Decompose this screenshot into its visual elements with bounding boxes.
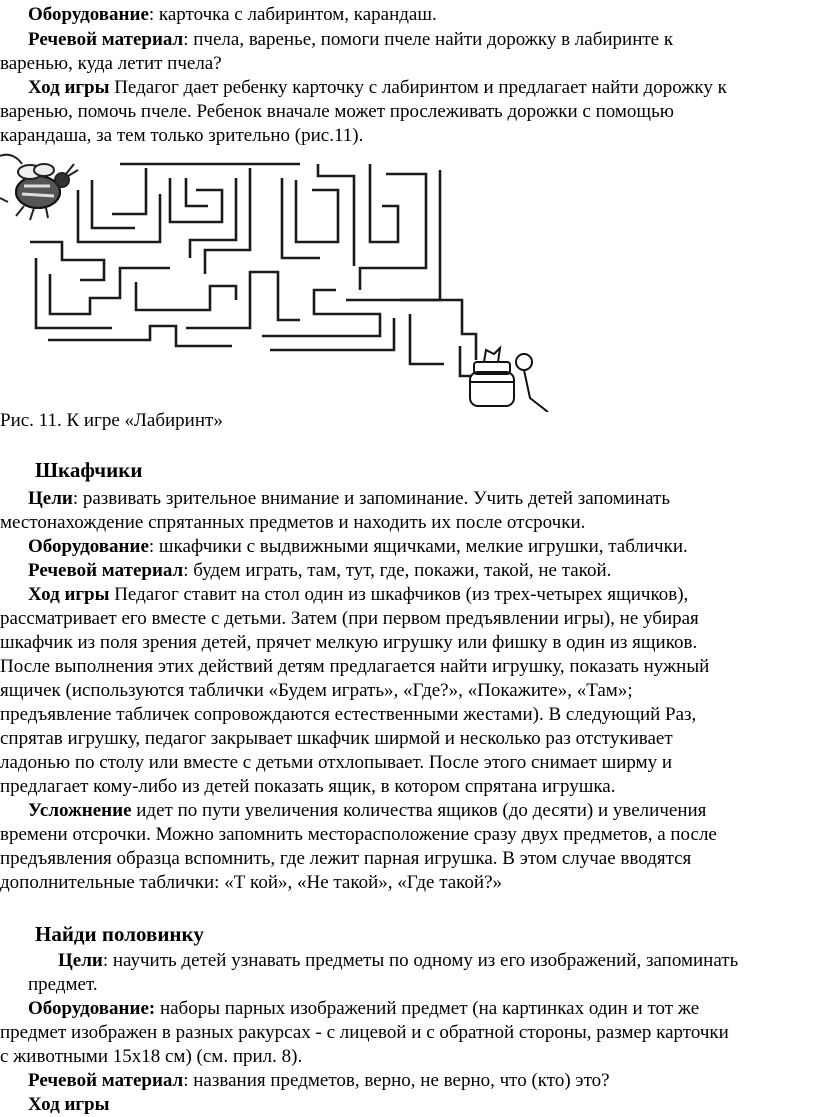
game-course-line-5: ящичек (используются таблички «Будем играть», «Где?», «Покажите», «Там»; [0,680,633,701]
game-course-line [28,76,727,100]
game-course-line-2: рассматривает его вместе с детьми. Затем (при первом предъявлении игры), не убирая [0,608,699,629]
goals-line [28,487,670,511]
game-course-line-3: карандаша, за тем только зрительно (рис.11). [0,125,364,146]
speech-material-line [28,559,611,583]
section-title-naidi-polovinku: Найди половинку [35,922,204,946]
equipment-line-3: с животными 15х18 см) (см. прил. 8). [0,1046,303,1067]
section-title-shkafchiki: Шкафчики [35,458,143,482]
goals-text: : научить детей узнавать предметы по одному из его изображений, запоминать [102,950,739,971]
game-course-line-9: предлагает кому-либо из детей показать ящик, в котором спрятана игрушка. [0,776,616,797]
equipment-line-2: предмет изображен в разных ракурсах - с лицевой и с обратной стороны, размер карточки [0,1022,729,1043]
equipment-line [28,997,699,1021]
bee-icon [0,155,78,220]
speech-material-line-2: варенью, куда летит пчела? [0,53,222,74]
speech-material-label: Речевой материал [28,1070,184,1091]
equipment-label: Оборудование [28,536,149,557]
speech-material-line [28,1069,610,1093]
equipment-line [28,535,688,559]
speech-material-label: Речевой материал [28,29,184,50]
equipment-text: : шкафчики с выдвижными ящичками, мелкие игрушки, таблички. [148,536,688,557]
equipment-text: наборы парных изображений предмет (на картинках один и тот же [155,998,700,1019]
figure-caption: Рис. 11. К игре «Лабиринт» [0,410,223,431]
game-course-text: Педагог дает ребенку карточку с лабиринтом и предлагает найти дорожку к [109,77,727,98]
game-course-text: Педагог ставит на стол один из шкафчиков (из трех-четырех ящичков), [109,584,689,605]
game-course-line-3: шкафчик из поля зрения детей, прячет мелкую игрушку или фишку в один из ящиков. [0,632,698,653]
game-course-label: Ход игры [28,77,110,98]
speech-material-text: : пчела, варенье, помоги пчеле найти дорожку в лабиринте к [183,29,674,50]
equipment-line [28,3,437,27]
complication-line-2: времени отсрочки. Можно запомнить месторасположение сразу двух предметов, а после [0,824,717,845]
speech-material-text: : названия предметов, верно, не верно, что (кто) это? [183,1070,610,1091]
game-course-label: Ход игры [28,1094,110,1115]
goals-line [58,949,738,973]
game-course-line [28,583,688,607]
game-course-line-6: предъявление табличек сопровождаются естественными жестами). В следующий Раз, [0,704,697,725]
game-course-line-8: ладонью по столу или вместе с детьми отхлопывает. После этого снимает ширму и [0,752,673,773]
equipment-text: : карточка с лабиринтом, карандаш. [148,4,437,25]
game-course-line-4: После выполнения этих действий детям предлагается найти игрушку, показать нужный [0,656,710,677]
goals-label: Цели [58,950,103,971]
maze-figure [0,150,560,412]
speech-material-line [28,28,673,52]
complication-text: идет по пути увеличения количества ящиков (до десяти) и увеличения [131,800,707,821]
complication-line-4: дополнительные таблички: «Т кой», «Не такой», «Где такой?» [0,872,503,893]
maze-paths [30,164,486,376]
game-course-label: Ход игры [28,584,110,605]
complication-label: Усложнение [28,800,132,821]
jam-jar-icon [470,348,548,412]
complication-line-3: предъявления образца вспомнить, где лежит парная игрушка. В этом случае вводятся [0,848,692,869]
goals-text: : развивать зрительное внимание и запоминание. Учить детей запоминать [72,488,670,509]
game-course-line-2: варенью, помочь пчеле. Ребенок вначале может прослеживать дорожки с помощью [0,101,674,122]
goals-line-2: предмет. [28,974,98,995]
equipment-label: Оборудование: [28,998,156,1019]
speech-material-text: : будем играть, там, тут, где, покажи, такой, не такой. [183,560,612,581]
complication-line [28,799,706,823]
goals-line-2: местонахождение спрятанных предметов и находить их после отсрочки. [0,512,586,533]
game-course-line-7: спрятав игрушку, педагог закрывает шкафчик ширмой и несколько раз отстукивает [0,728,673,749]
goals-label: Цели [28,488,73,509]
equipment-label: Оборудование [28,4,149,25]
speech-material-label: Речевой материал [28,560,184,581]
